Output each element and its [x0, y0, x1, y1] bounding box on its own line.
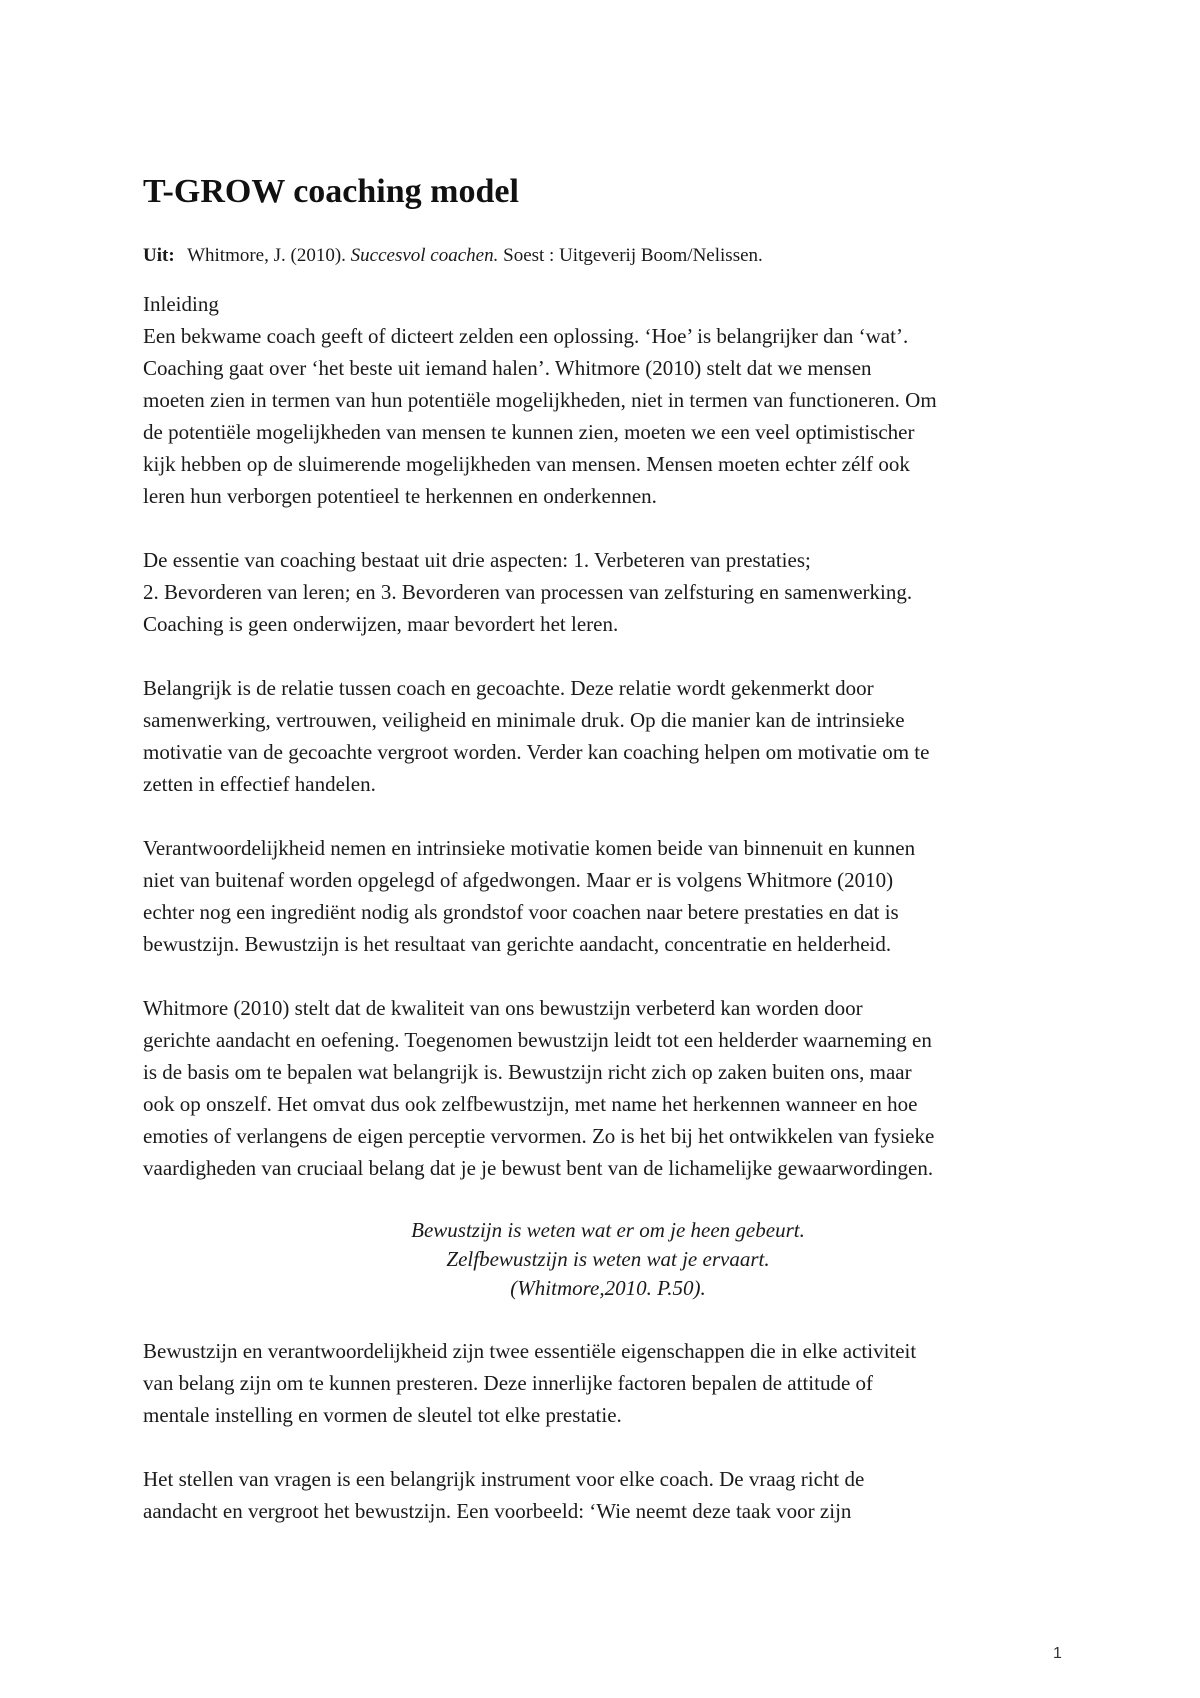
- source-book-title: Succesvol coachen.: [350, 245, 499, 266]
- document-title: T-GROW coaching model: [143, 173, 519, 210]
- source-label: Uit:: [143, 245, 175, 266]
- page-number: 1: [1053, 1645, 1062, 1662]
- paragraph-responsibility: [143, 832, 1073, 960]
- text-line: zetten in effectief handelen.: [143, 772, 376, 796]
- source-citation: [143, 244, 1073, 268]
- text-line: samenwerking, vertrouwen, veiligheid en minimale druk. Op die manier kan de intrinsieke: [143, 708, 905, 732]
- text-line: de potentiële mogelijkheden van mensen te kunnen zien, moeten we een veel optimistischer: [143, 420, 915, 444]
- text-line: Belangrijk is de relatie tussen coach en gecoachte. Deze relatie wordt gekenmerkt door: [143, 676, 874, 700]
- text-line: niet van buitenaf worden opgelegd of afgedwongen. Maar er is volgens Whitmore (2010): [143, 868, 894, 892]
- text-line: gerichte aandacht en oefening. Toegenomen bewustzijn leidt tot een helderder waarneming en: [143, 1028, 932, 1052]
- text-line: vaardigheden van cruciaal belang dat je je bewust bent van de lichamelijke gewaarwordingen.: [143, 1156, 934, 1180]
- intro-heading: Inleiding: [143, 292, 219, 316]
- text-line: is de basis om te bepalen wat belangrijk is. Bewustzijn richt zich op zaken buiten ons, maar: [143, 1060, 912, 1084]
- text-line: emoties of verlangens de eigen perceptie vervormen. Zo is het bij het ontwikkelen van fysieke: [143, 1124, 935, 1148]
- quote-citation: (Whitmore,2010. P.50).: [510, 1276, 706, 1300]
- paragraph-attitude: [143, 1335, 1073, 1431]
- text-line: De essentie van coaching bestaat uit drie aspecten: 1. Verbeteren van prestaties;: [143, 548, 811, 572]
- text-line: echter nog een ingrediënt nodig als grondstof voor coachen naar betere prestaties en dat is: [143, 900, 899, 924]
- text-line: Een bekwame coach geeft of dicteert zelden een oplossing. ‘Hoe’ is belangrijker dan ‘wat’.: [143, 324, 909, 348]
- quote-line: Zelfbewustzijn is weten wat je ervaart.: [446, 1247, 770, 1271]
- intro-paragraph: [143, 288, 1073, 512]
- text-line: 2. Bevorderen van leren; en 3. Bevorderen van processen van zelfsturing en samenwerking.: [143, 580, 913, 604]
- text-line: aandacht en vergroot het bewustzijn. Een voorbeeld: ‘Wie neemt deze taak voor zijn: [143, 1499, 852, 1523]
- text-line: mentale instelling en vormen de sleutel tot elke prestatie.: [143, 1403, 622, 1427]
- text-line: kijk hebben op de sluimerende mogelijkheden van mensen. Mensen moeten echter zélf ook: [143, 452, 910, 476]
- text-line: van belang zijn om te kunnen presteren. Deze innerlijke factoren bepalen de attitude of: [143, 1371, 874, 1395]
- paragraph-awareness: [143, 992, 1073, 1184]
- text-line: Coaching is geen onderwijzen, maar bevordert het leren.: [143, 612, 619, 636]
- text-line: Coaching gaat over ‘het beste uit iemand halen’. Whitmore (2010) stelt dat we mensen: [143, 356, 872, 380]
- document-body: [143, 172, 1073, 1559]
- text-line: Het stellen van vragen is een belangrijk instrument voor elke coach. De vraag richt de: [143, 1467, 865, 1491]
- source-author-year: Whitmore, J. (2010).: [187, 245, 346, 266]
- paragraph-relation: [143, 672, 1073, 800]
- text-line: ook op onszelf. Het omvat dus ook zelfbewustzijn, met name het herkennen wanneer en hoe: [143, 1092, 918, 1116]
- text-line: leren hun verborgen potentieel te herkennen en onderkennen.: [143, 484, 657, 508]
- text-line: moeten zien in termen van hun potentiële mogelijkheden, niet in termen van functioneren. Om: [143, 388, 937, 412]
- text-line: Verantwoordelijkheid nemen en intrinsieke motivatie komen beide van binnenuit en kunnen: [143, 836, 916, 860]
- source-publisher: Soest : Uitgeverij Boom/Nelissen.: [503, 245, 763, 266]
- text-line: motivatie van de gecoachte vergroot worden. Verder kan coaching helpen om motivatie om te: [143, 740, 930, 764]
- text-line: Whitmore (2010) stelt dat de kwaliteit van ons bewustzijn verbeterd kan worden door: [143, 996, 863, 1020]
- quote-line: Bewustzijn is weten wat er om je heen gebeurt.: [411, 1218, 805, 1242]
- text-line: Bewustzijn en verantwoordelijkheid zijn twee essentiële eigenschappen die in elke activiteit: [143, 1339, 917, 1363]
- text-line: bewustzijn. Bewustzijn is het resultaat van gerichte aandacht, concentratie en helderheid.: [143, 932, 892, 956]
- block-quote: [143, 1216, 1073, 1303]
- paragraph-questions: [143, 1463, 1073, 1527]
- paragraph-essence: [143, 544, 1073, 640]
